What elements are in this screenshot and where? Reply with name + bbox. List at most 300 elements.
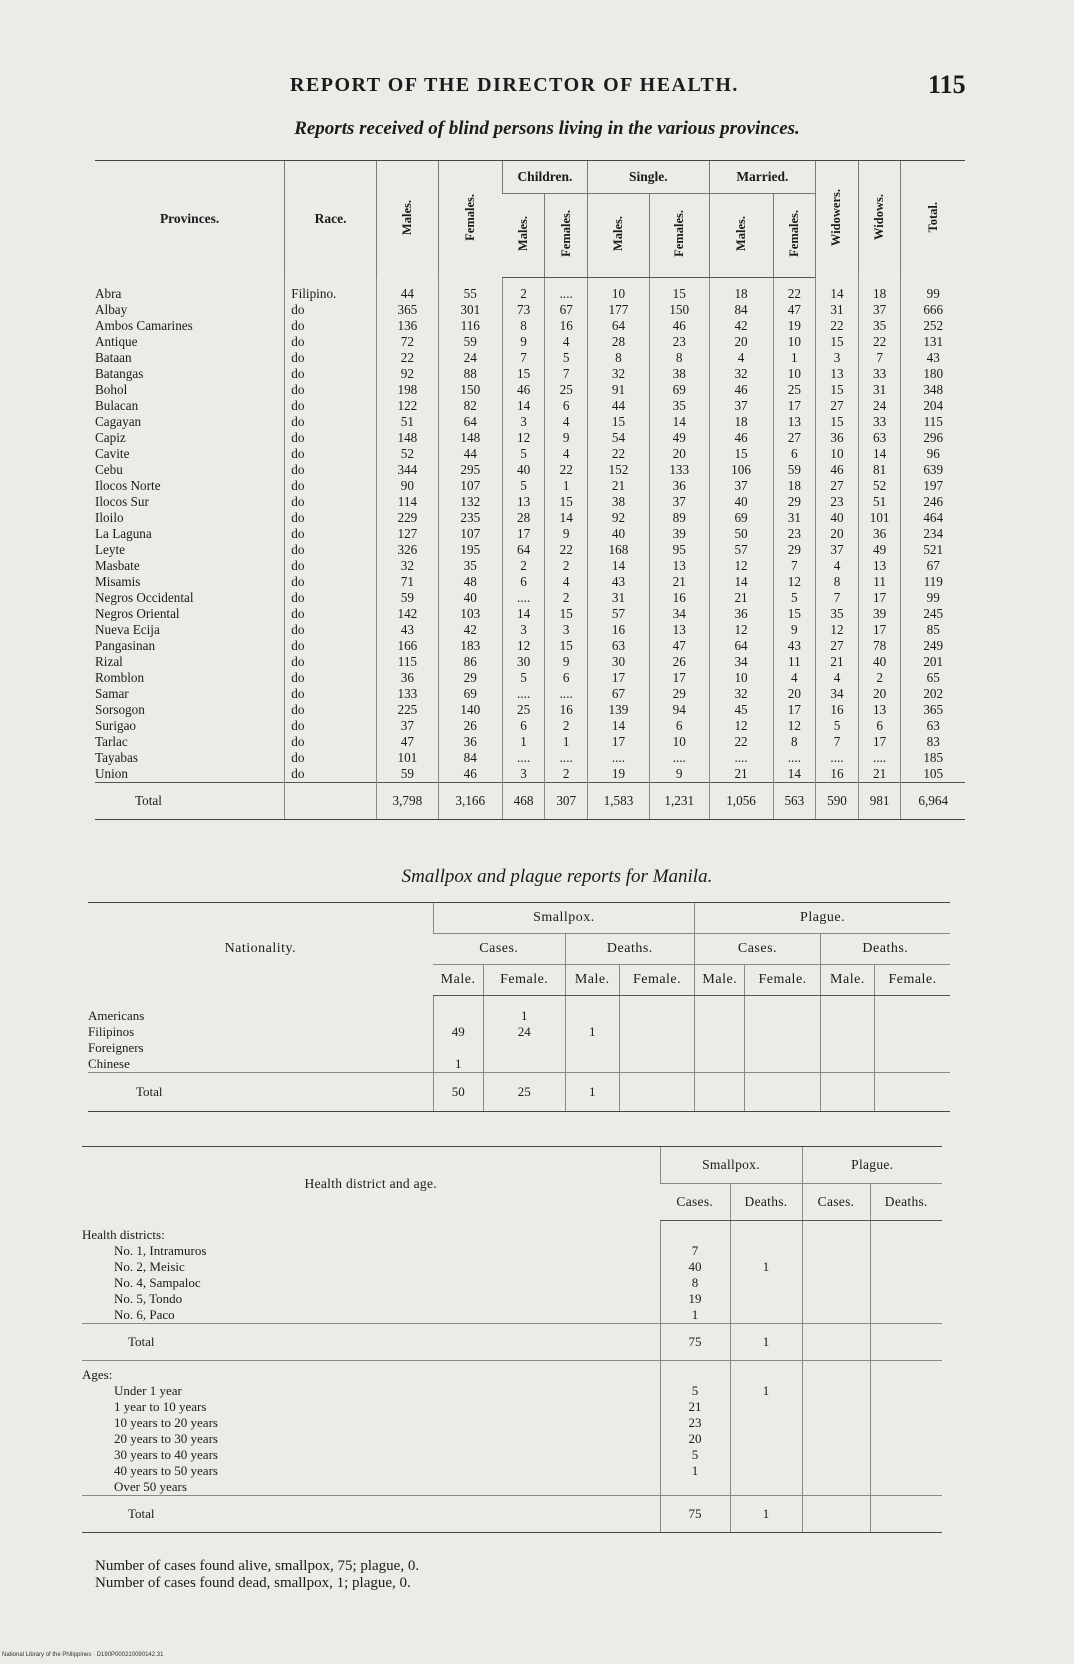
nationality-name: Foreigners <box>88 1040 144 1055</box>
table-cell: 49 <box>858 542 901 558</box>
table-cell: 1 <box>433 1056 483 1073</box>
table-cell: 296 <box>901 430 965 446</box>
row-label: Over 50 years <box>114 1479 187 1494</box>
total-cell: 3,166 <box>438 783 502 820</box>
header-smallpox-deaths: Deaths. <box>730 1184 802 1221</box>
province-name: Tarlac <box>95 734 128 749</box>
section-label <box>82 1221 942 1244</box>
table-cell: 225 <box>376 702 438 718</box>
total-cell: 1 <box>730 1324 802 1361</box>
table-cell: 17 <box>502 526 545 542</box>
report-title: REPORT OF THE DIRECTOR OF HEALTH. <box>290 74 739 96</box>
table-cell: 71 <box>376 574 438 590</box>
table-cell: 166 <box>376 638 438 654</box>
table-cell: 22 <box>858 334 901 350</box>
table-cell: 35 <box>816 606 859 622</box>
table-row <box>82 1383 942 1399</box>
table-cell <box>802 1415 870 1431</box>
province-name: La Laguna <box>95 526 152 541</box>
table-cell: 301 <box>438 302 502 318</box>
table-cell <box>802 1259 870 1275</box>
race-cell: do <box>285 414 377 430</box>
table-cell: 245 <box>901 606 965 622</box>
province-name: Bohol <box>95 382 128 397</box>
manila-table-body <box>88 996 950 1073</box>
table-cell: 14 <box>588 718 650 734</box>
section-label <box>82 1361 942 1384</box>
table-cell: 6 <box>649 718 709 734</box>
table-cell: 185 <box>901 750 965 766</box>
header-children-males: Males. <box>502 194 545 278</box>
race-cell: do <box>285 686 377 702</box>
race-cell: do <box>285 398 377 414</box>
table-cell <box>802 1243 870 1259</box>
race-cell: do <box>285 302 377 318</box>
table-cell <box>870 1447 942 1463</box>
header-smallpox-deaths: Deaths. <box>565 934 695 965</box>
nationality-name: Filipinos <box>88 1024 135 1039</box>
table-cell: 43 <box>376 622 438 638</box>
table-cell: 59 <box>376 590 438 606</box>
header-smallpox: Smallpox. <box>660 1147 802 1184</box>
manila-smallpox-plague-table <box>88 902 950 1112</box>
province-name: Romblon <box>95 670 145 685</box>
total-cell: 307 <box>545 783 588 820</box>
table-cell: 3 <box>502 622 545 638</box>
table-row <box>95 670 965 686</box>
table-cell: 95 <box>649 542 709 558</box>
table-row <box>95 446 965 462</box>
table-cell: 10 <box>773 334 816 350</box>
table-cell: 9 <box>502 334 545 350</box>
table-cell <box>802 1275 870 1291</box>
table-cell: 18 <box>773 478 816 494</box>
row-label: 1 year to 10 years <box>114 1399 207 1414</box>
table-cell: 22 <box>709 734 773 750</box>
race-cell: do <box>285 382 377 398</box>
table-cell: 45 <box>709 702 773 718</box>
table-cell: 67 <box>588 686 650 702</box>
table-cell: 22 <box>816 318 859 334</box>
province-name: Batangas <box>95 366 144 381</box>
race-cell: do <box>285 494 377 510</box>
table-cell: 30 <box>502 654 545 670</box>
table-cell: 37 <box>816 542 859 558</box>
table-row <box>95 398 965 414</box>
total-race <box>285 783 377 820</box>
table-cell: 72 <box>376 334 438 350</box>
table-cell: 34 <box>816 686 859 702</box>
table-cell <box>730 1399 802 1415</box>
table-cell: 139 <box>588 702 650 718</box>
header-smallpox-cases: Cases. <box>660 1184 730 1221</box>
race-cell: do <box>285 558 377 574</box>
table-cell: 28 <box>588 334 650 350</box>
table-cell <box>802 1479 870 1496</box>
table-cell: 5 <box>660 1383 730 1399</box>
table-cell: 23 <box>816 494 859 510</box>
table-cell <box>660 1221 730 1244</box>
table-cell: 1 <box>483 996 565 1025</box>
table-row <box>82 1243 942 1259</box>
note-dead: Number of cases found dead, smallpox, 1; plague, 0. <box>95 1575 411 1591</box>
table-cell <box>695 1024 745 1040</box>
table-cell: 46 <box>438 766 502 783</box>
race-cell: do <box>285 350 377 366</box>
table-cell: 1 <box>730 1383 802 1399</box>
province-name: Ilocos Sur <box>95 494 149 509</box>
table-cell: 14 <box>545 510 588 526</box>
table-cell: .... <box>545 686 588 702</box>
table-cell: 127 <box>376 526 438 542</box>
province-name: Bataan <box>95 350 132 365</box>
table-cell: 3 <box>816 350 859 366</box>
table-cell: 229 <box>376 510 438 526</box>
table-cell: 136 <box>376 318 438 334</box>
table-cell: 326 <box>376 542 438 558</box>
table-cell: 15 <box>816 414 859 430</box>
table-cell: 40 <box>709 494 773 510</box>
table-cell: 16 <box>545 318 588 334</box>
table-cell <box>745 1024 820 1040</box>
table-cell: 4 <box>545 574 588 590</box>
table-cell: 94 <box>649 702 709 718</box>
table-row <box>82 1307 942 1324</box>
table-cell: 140 <box>438 702 502 718</box>
table-cell: 46 <box>502 382 545 398</box>
table-cell: 7 <box>773 558 816 574</box>
table-cell: 48 <box>438 574 502 590</box>
manila-table-caption: Smallpox and plague reports for Manila. <box>401 866 713 887</box>
table-cell: 9 <box>545 526 588 542</box>
total-cell <box>745 1073 820 1112</box>
table-cell: 1 <box>545 734 588 750</box>
table-cell: 35 <box>649 398 709 414</box>
table-cell: 84 <box>438 750 502 766</box>
table-cell: 1 <box>502 734 545 750</box>
table-cell: 21 <box>588 478 650 494</box>
table-cell: 15 <box>816 382 859 398</box>
table-cell: 67 <box>545 302 588 318</box>
row-label: 30 years to 40 years <box>114 1447 218 1462</box>
table-cell <box>730 1291 802 1307</box>
table-cell: 14 <box>709 574 773 590</box>
table-cell: 20 <box>858 686 901 702</box>
province-name: Surigao <box>95 718 137 733</box>
table-cell: 92 <box>588 510 650 526</box>
table-cell: 99 <box>901 590 965 606</box>
table-cell: 2 <box>545 558 588 574</box>
table-cell: 28 <box>502 510 545 526</box>
table-row <box>95 734 965 750</box>
table-cell <box>870 1463 942 1479</box>
table-cell: 39 <box>858 606 901 622</box>
table-cell: 22 <box>545 462 588 478</box>
table-cell: 39 <box>649 526 709 542</box>
table-cell: 59 <box>438 334 502 350</box>
header-single: Single. <box>588 161 710 194</box>
table-cell: 20 <box>649 446 709 462</box>
table-cell: 69 <box>709 510 773 526</box>
table-cell: 40 <box>816 510 859 526</box>
table-cell: 36 <box>376 670 438 686</box>
table-cell: 64 <box>709 638 773 654</box>
table-cell <box>619 1040 694 1056</box>
header-widows: Widows. <box>858 161 901 278</box>
table-cell <box>730 1463 802 1479</box>
table-row <box>88 996 950 1025</box>
table-row <box>95 622 965 638</box>
table-cell: 115 <box>376 654 438 670</box>
total-label: Total <box>88 1073 433 1112</box>
table-cell: 49 <box>649 430 709 446</box>
table-cell: .... <box>858 750 901 766</box>
table-cell: 365 <box>376 302 438 318</box>
table-cell: 122 <box>376 398 438 414</box>
table-cell <box>870 1221 942 1244</box>
total-cell: 3,798 <box>376 783 438 820</box>
total-cell: 6,964 <box>901 783 965 820</box>
table-cell: 19 <box>660 1291 730 1307</box>
table-cell <box>730 1431 802 1447</box>
health-district-table <box>82 1146 942 1533</box>
race-cell: do <box>285 606 377 622</box>
header-plague-cases: Cases. <box>695 934 821 965</box>
nationality-name: Americans <box>88 1007 145 1023</box>
table-row <box>95 302 965 318</box>
table-cell <box>695 1056 745 1073</box>
table-cell: 35 <box>438 558 502 574</box>
table-cell <box>875 1040 950 1056</box>
table-cell: 15 <box>816 334 859 350</box>
page-number: 115 <box>928 70 966 99</box>
table-cell <box>619 996 694 1025</box>
total-cell: 75 <box>660 1324 730 1361</box>
table-cell: 43 <box>901 350 965 366</box>
total-row <box>82 1324 942 1361</box>
table-cell: 1 <box>660 1463 730 1479</box>
table-cell: 9 <box>545 654 588 670</box>
race-cell: do <box>285 430 377 446</box>
table-cell: 42 <box>438 622 502 638</box>
table-row <box>95 718 965 734</box>
table-cell: 8 <box>649 350 709 366</box>
table-cell: 12 <box>816 622 859 638</box>
section-label-text: Health districts: <box>82 1226 165 1242</box>
row-label: Under 1 year <box>114 1383 182 1398</box>
table-cell: 344 <box>376 462 438 478</box>
table-cell <box>483 1040 565 1056</box>
table-cell: 4 <box>816 670 859 686</box>
header-female: Female. <box>483 965 565 996</box>
table-cell: 9 <box>545 430 588 446</box>
table-row <box>95 750 965 766</box>
header-married-males: Males. <box>709 194 773 278</box>
table-cell: 3 <box>502 414 545 430</box>
table-cell: 119 <box>901 574 965 590</box>
table-cell: 7 <box>545 366 588 382</box>
province-name: Rizal <box>95 654 123 669</box>
table-cell: 16 <box>588 622 650 638</box>
race-cell: do <box>285 526 377 542</box>
table-cell: 38 <box>649 366 709 382</box>
header-provinces: Provinces. <box>95 161 285 278</box>
table-cell: 105 <box>901 766 965 783</box>
total-cell <box>802 1496 870 1533</box>
table-cell <box>802 1431 870 1447</box>
table-cell: 17 <box>858 734 901 750</box>
table-cell: 33 <box>858 414 901 430</box>
table-cell: 37 <box>858 302 901 318</box>
table-cell: 180 <box>901 366 965 382</box>
table-cell: 16 <box>816 702 859 718</box>
table-cell: 22 <box>588 446 650 462</box>
race-cell: Filipino. <box>285 278 377 303</box>
table-cell: 22 <box>545 542 588 558</box>
table-cell: 103 <box>438 606 502 622</box>
table-cell: 15 <box>545 638 588 654</box>
table-cell: 183 <box>438 638 502 654</box>
province-name: Bulacan <box>95 398 139 413</box>
table-cell <box>820 996 874 1025</box>
table-cell: 348 <box>901 382 965 398</box>
row-label: No. 4, Sampaloc <box>114 1275 201 1290</box>
table-cell <box>802 1383 870 1399</box>
race-cell: do <box>285 734 377 750</box>
table-cell: .... <box>816 750 859 766</box>
table-cell: 20 <box>816 526 859 542</box>
table-cell <box>433 1040 483 1056</box>
table-cell: 2 <box>502 558 545 574</box>
table-cell: 46 <box>649 318 709 334</box>
table-cell: 21 <box>816 654 859 670</box>
race-cell: do <box>285 638 377 654</box>
table-cell <box>870 1361 942 1384</box>
table-cell <box>619 1024 694 1040</box>
table-cell: 37 <box>649 494 709 510</box>
table-cell: 15 <box>588 414 650 430</box>
header-females: Females. <box>438 161 502 278</box>
table-cell: 142 <box>376 606 438 622</box>
table-cell: 17 <box>858 622 901 638</box>
table-cell: 52 <box>858 478 901 494</box>
table-cell: 57 <box>709 542 773 558</box>
table-cell: 12 <box>709 622 773 638</box>
table-cell: 43 <box>588 574 650 590</box>
table-cell: 2 <box>545 590 588 606</box>
table-cell: 63 <box>588 638 650 654</box>
total-cell: 75 <box>660 1496 730 1533</box>
row-label: No. 6, Paco <box>114 1307 175 1322</box>
blind-table-caption: Reports received of blind persons living in the various provinces. <box>294 118 800 139</box>
table-row <box>95 278 965 303</box>
table-cell: 666 <box>901 302 965 318</box>
header-plague-cases: Cases. <box>802 1184 870 1221</box>
table-cell: 107 <box>438 526 502 542</box>
table-cell: 7 <box>660 1243 730 1259</box>
table-cell: 7 <box>502 350 545 366</box>
total-cell <box>870 1496 942 1533</box>
table-cell <box>745 1056 820 1073</box>
table-cell <box>802 1221 870 1244</box>
table-cell: 8 <box>502 318 545 334</box>
blind-table-body <box>95 278 965 783</box>
table-cell: 81 <box>858 462 901 478</box>
table-cell: 21 <box>660 1399 730 1415</box>
table-cell: 46 <box>709 430 773 446</box>
table-cell: 8 <box>588 350 650 366</box>
table-cell: 73 <box>502 302 545 318</box>
table-cell: .... <box>502 750 545 766</box>
table-row <box>95 638 965 654</box>
table-cell: 168 <box>588 542 650 558</box>
table-cell: 204 <box>901 398 965 414</box>
province-name: Pangasinan <box>95 638 156 653</box>
table-row <box>88 1024 950 1040</box>
table-cell: 1 <box>730 1259 802 1275</box>
header-plague: Plague. <box>802 1147 942 1184</box>
table-cell: 52 <box>376 446 438 462</box>
header-married: Married. <box>709 161 816 194</box>
table-cell: 43 <box>773 638 816 654</box>
row-label: 40 years to 50 years <box>114 1463 218 1478</box>
row-label: No. 1, Intramuros <box>114 1243 207 1258</box>
table-cell: 37 <box>376 718 438 734</box>
table-cell: 114 <box>376 494 438 510</box>
table-row <box>82 1275 942 1291</box>
table-cell: 14 <box>588 558 650 574</box>
table-cell: 4 <box>709 350 773 366</box>
table-cell: 20 <box>660 1431 730 1447</box>
table-cell: 38 <box>588 494 650 510</box>
table-cell: 31 <box>773 510 816 526</box>
table-cell: 17 <box>773 398 816 414</box>
table-cell: 11 <box>858 574 901 590</box>
table-cell: 5 <box>545 350 588 366</box>
table-cell: 25 <box>502 702 545 718</box>
table-cell: 195 <box>438 542 502 558</box>
table-cell: 2 <box>858 670 901 686</box>
table-cell: .... <box>502 590 545 606</box>
table-cell <box>730 1307 802 1324</box>
total-label: Total <box>82 1496 660 1533</box>
table-cell: 12 <box>773 718 816 734</box>
table-cell: .... <box>545 278 588 303</box>
table-cell <box>802 1447 870 1463</box>
table-cell: 5 <box>502 478 545 494</box>
table-row <box>82 1259 942 1275</box>
table-cell: 21 <box>709 590 773 606</box>
table-row <box>95 606 965 622</box>
table-cell: 89 <box>649 510 709 526</box>
table-cell: 84 <box>709 302 773 318</box>
header-nationality: Nationality. <box>88 903 433 996</box>
table-cell: 37 <box>709 398 773 414</box>
table-row <box>88 1056 950 1073</box>
table-cell: 234 <box>901 526 965 542</box>
table-cell: 10 <box>588 278 650 303</box>
table-row <box>95 318 965 334</box>
table-cell: 15 <box>773 606 816 622</box>
table-row <box>95 542 965 558</box>
table-cell <box>565 1040 619 1056</box>
race-cell: do <box>285 750 377 766</box>
table-cell: 15 <box>502 366 545 382</box>
table-cell: 1 <box>545 478 588 494</box>
table-cell: 13 <box>773 414 816 430</box>
province-name: Albay <box>95 302 128 317</box>
nationality-name: Chinese <box>88 1056 130 1071</box>
